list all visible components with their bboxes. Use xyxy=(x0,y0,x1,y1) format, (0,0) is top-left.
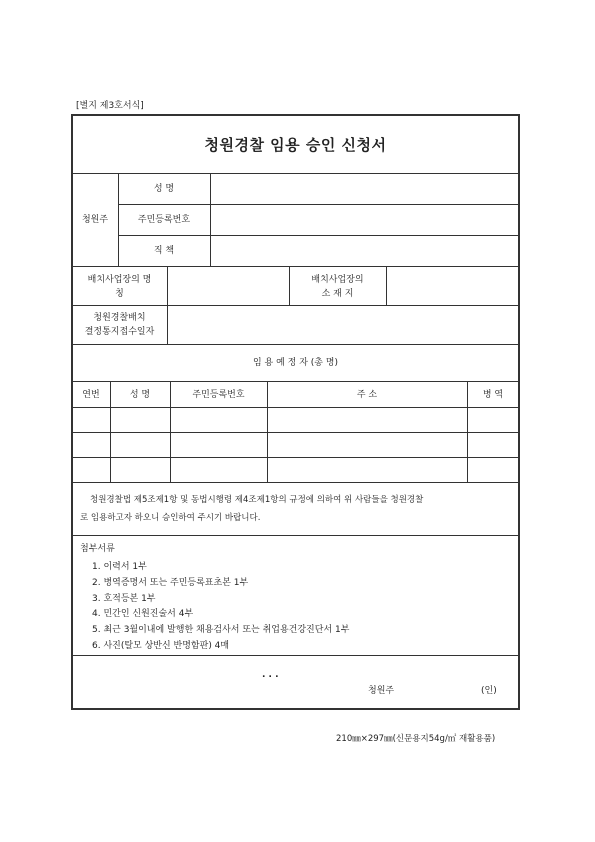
planned-appointees-label: 임 용 예 정 자 (총 명) xyxy=(252,358,339,368)
row1-id-cell[interactable] xyxy=(171,408,266,431)
row2-number-cell[interactable] xyxy=(73,433,109,456)
row2-id-cell[interactable] xyxy=(171,433,266,456)
row1-number-cell[interactable] xyxy=(73,408,109,431)
row2-name-cell[interactable] xyxy=(111,433,169,456)
paper-spec-footer: 210㎜×297㎜(신문용지54g/㎡ 재활용품) xyxy=(336,734,496,744)
row1-address-cell[interactable] xyxy=(268,408,466,431)
row2-address-cell[interactable] xyxy=(268,433,466,456)
applicant-position-field[interactable] xyxy=(212,237,517,265)
row1-military-cell[interactable] xyxy=(468,408,518,431)
applicant-id-label: 주민등록번호 xyxy=(137,215,191,225)
request-statement-line1: 청원경찰법 제5조제1항 및 동법시행령 제4조제1항의 규정에 의하여 위 사람들을 청원경찰 xyxy=(90,495,424,505)
row3-name-cell[interactable] xyxy=(111,458,169,481)
column-header-address: 주 소 xyxy=(356,390,378,400)
form-number-label: [별지 제3호서식] xyxy=(76,101,144,111)
form-title: 청원경찰 임용 승인 신청서 xyxy=(204,136,387,154)
list-item: 3. 호적등본 1부 xyxy=(92,594,156,604)
applicant-group-label: 청원주 xyxy=(81,215,109,225)
column-header-number: 연번 xyxy=(82,390,100,400)
outer-border-bottom xyxy=(71,708,520,710)
row3-number-cell[interactable] xyxy=(73,458,109,481)
row1-name-cell[interactable] xyxy=(111,408,169,431)
list-item: 5. 최근 3월이내에 발행한 채용검사서 또는 취업용건강진단서 1부 xyxy=(92,625,350,635)
receipt-date-field[interactable] xyxy=(169,307,517,343)
request-statement-line2: 로 임용하고자 하오니 승인하여 주시기 바랍니다. xyxy=(80,513,261,523)
applicant-id-field[interactable] xyxy=(212,206,517,234)
workplace-location-field[interactable] xyxy=(388,268,517,304)
list-item: 6. 사진(탈모 상반신 반명함판) 4매 xyxy=(92,641,230,651)
receipt-date-label: 청원경찰배치 결정통지접수일자 xyxy=(84,313,155,337)
row3-military-cell[interactable] xyxy=(468,458,518,481)
signature-name-field[interactable] xyxy=(405,681,475,699)
row2-military-cell[interactable] xyxy=(468,433,518,456)
workplace-name-field[interactable] xyxy=(169,268,288,304)
signature-signer-label: 청원주 xyxy=(368,686,395,696)
column-header-id: 주민등록번호 xyxy=(192,390,245,400)
seal-label: (인) xyxy=(481,686,497,696)
signature-date: . . . xyxy=(262,670,279,680)
applicant-name-label: 성 명 xyxy=(153,184,175,194)
applicant-position-label: 직 책 xyxy=(153,246,175,256)
list-item: 1. 이력서 1부 xyxy=(92,562,147,572)
outer-border-top xyxy=(71,114,520,116)
list-item: 2. 병역증명서 또는 주민등록표초본 1부 xyxy=(92,578,249,588)
row3-address-cell[interactable] xyxy=(268,458,466,481)
workplace-location-label: 배치사업장의 소 재 지 xyxy=(311,275,364,299)
column-header-military: 병 역 xyxy=(482,390,504,400)
attachments-heading: 첨부서류 xyxy=(80,544,115,554)
list-item: 4. 민간인 신원진술서 4부 xyxy=(92,609,194,619)
applicant-name-field[interactable] xyxy=(212,175,517,203)
column-header-name: 성 명 xyxy=(129,390,151,400)
row3-id-cell[interactable] xyxy=(171,458,266,481)
workplace-name-label: 배치사업장의 명 칭 xyxy=(87,275,152,299)
